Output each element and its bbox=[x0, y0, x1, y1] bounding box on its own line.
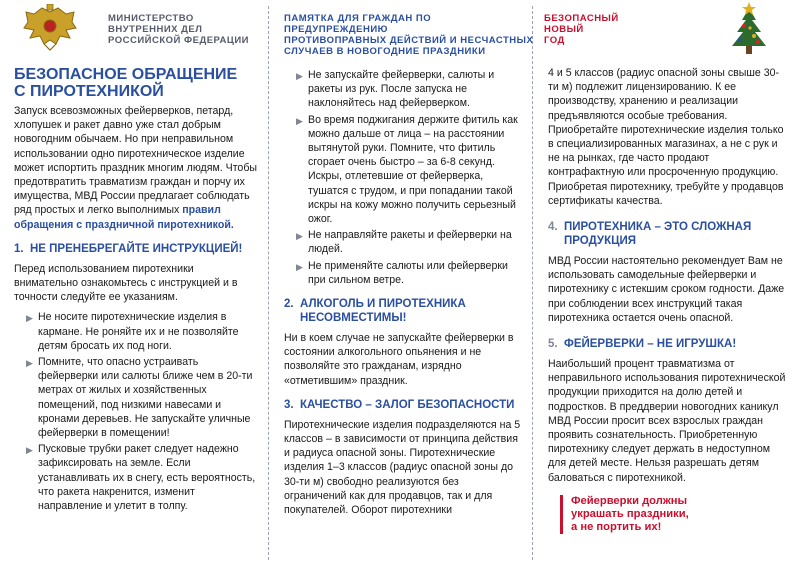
column-3 bbox=[534, 0, 800, 566]
section-4-text: МВД России настоятельно рекомендует Вам не использовать самодельные фейерверки и пиротехнику с истекшим сроком годности. Даже при соблюдении всех инструкций такая пиротехника остается очень опасной. bbox=[548, 255, 785, 324]
intro-body: Запуск всевозможных фейерверков, петард, хлопушек и ракет давно уже стал добрым новогодним обычаем. Но при неправильном использовании одно пиротехническое изделие может испортить праздник многим людям. Чтобы предотвратить травматизм граждан и порчу их имущества, МВД России предлагает соблюдать ряд простых и легко выполнимых bbox=[14, 105, 257, 217]
section-title: НЕ ПРЕНЕБРЕГАЙТЕ ИНСТРУКЦИЕЙ! bbox=[30, 242, 243, 255]
list-item bbox=[24, 355, 258, 440]
arrow-bullet-icon: ▶ bbox=[26, 445, 33, 456]
header-safe-new-year bbox=[534, 0, 800, 60]
slogan-line: Фейерверки должны bbox=[571, 494, 688, 507]
section-3-text: Пиротехнические изделия подразделяются на 5 классов – в зависимости от принципа действия и радиуса опасной зоны. Пиротехнические изделия 1–3 классов (радиус опасной зоны до 30-ти м) свободно реализуются без ограничений как для продавцов, так и для покупателей. Оборот пиротехники bbox=[284, 418, 521, 517]
column-2 bbox=[272, 0, 534, 566]
ministry-line: ВНУТРЕННИХ ДЕЛ bbox=[108, 24, 203, 35]
safe-line: НОВЫЙ bbox=[544, 24, 584, 35]
section-title: КАЧЕСТВО – ЗАЛОГ БЕЗОПАСНОСТИ bbox=[300, 398, 515, 411]
arrow-bullet-icon: ▶ bbox=[26, 358, 33, 369]
slogan-line: а не портить их! bbox=[571, 520, 662, 533]
list-item bbox=[24, 442, 258, 513]
memo-line: ПРОТИВОПРАВНЫХ ДЕЙСТВИЙ И НЕСЧАСТНЫХ bbox=[284, 35, 534, 46]
arrow-bullet-icon: ▶ bbox=[296, 115, 303, 126]
section-title: АЛКОГОЛЬ И ПИРОТЕХНИКА НЕСОВМЕСТИМЫ! bbox=[300, 298, 466, 325]
christmas-tree-icon bbox=[720, 2, 778, 62]
section-5-text: Наибольший процент травматизма от неправильного использования пиротехнической продукции приходится на долю детей и подростков. В преддверии новогодних каникул МВД России просит всех взрослых граждан проявить сознательность. Приобретенную пиротехнику следует держать в недоступном для детей месте. Нельзя разрешать детям баловаться с пиротехникой. bbox=[548, 358, 786, 484]
arrow-bullet-icon: ▶ bbox=[26, 313, 33, 324]
section-5-heading bbox=[548, 337, 786, 351]
list-item-text: Во время поджигания держите фитиль как можно дальше от лица – на расстоянии вытянутой руки. Помните, что фитиль сгорает очень быстро – за 6-8 секунд. Искры, отлетевшие от фейерверка, тушатся с трудом, и при попадании такой искры на кожу можно получить серьезный ожог. bbox=[308, 113, 518, 226]
section-4-heading bbox=[548, 220, 786, 248]
arrow-bullet-icon: ▶ bbox=[296, 71, 303, 81]
arrow-bullet-icon: ▶ bbox=[296, 261, 303, 272]
section-1-text: Перед использованием пиротехники внимательно ознакомьтесь с инструкцией и в точности следуйте ее указаниям. bbox=[14, 262, 238, 304]
memo-line: СЛУЧАЕВ В НОВОГОДНИЕ ПРАЗДНИКИ bbox=[284, 46, 486, 57]
list-item-text: Не применяйте салюты или фейерверки при сильном ветре. bbox=[308, 259, 508, 286]
header-ministry bbox=[0, 0, 272, 60]
page-title bbox=[14, 66, 258, 100]
section-3-heading bbox=[284, 398, 522, 412]
list-item bbox=[294, 68, 522, 111]
list-item-text: Не направляйте ракеты и фейерверки на людей. bbox=[308, 229, 512, 256]
slogan-line: украшать праздники, bbox=[571, 507, 689, 520]
section-number: 1. bbox=[14, 242, 24, 255]
section-2-text: Ни в коем случае не запускайте фейерверки в состоянии алкогольного опьянения и не позволяйте это гражданам, изрядно «отметившим» праздник. bbox=[284, 332, 514, 387]
safe-line: БЕЗОПАСНЫЙ bbox=[544, 13, 619, 24]
ministry-line: МИНИСТЕРСТВО bbox=[108, 13, 194, 24]
list-item bbox=[294, 228, 522, 256]
rules-emphasis: правил обращения с праздничной пиротехникой. bbox=[14, 204, 234, 231]
arrow-bullet-icon: ▶ bbox=[296, 231, 303, 242]
closing-slogan bbox=[560, 495, 786, 534]
section-number: 5. bbox=[548, 338, 558, 351]
section-3-continued-text: 4 и 5 классов (радиус опасной зоны свыше 30-ти м) подлежит лицензированию. К ее производству, хранению и реализации предъявляются особые требования. Приобретайте пиротехнические изделия только в специализированных магазинах, а не с рук и не на рынках, где часто продают контрафактную или просроченную продукцию. Приобретая пиротехнику, требуйте у продавцов сертификаты качества. bbox=[548, 67, 784, 207]
list-item bbox=[294, 113, 522, 227]
section-number: 3. bbox=[284, 398, 294, 411]
section-number: 2. bbox=[284, 298, 294, 311]
section-1-heading bbox=[14, 242, 258, 256]
title-line: С ПИРОТЕХНИКОЙ bbox=[14, 83, 164, 100]
section-number: 4. bbox=[548, 221, 558, 234]
section-title: ФЕЙЕРВЕРКИ – НЕ ИГРУШКА! bbox=[564, 338, 737, 351]
intro-text bbox=[14, 104, 258, 232]
double-headed-eagle-emblem-icon bbox=[20, 4, 80, 52]
section-2-heading bbox=[284, 297, 522, 325]
ministry-line: РОССИЙСКОЙ ФЕДЕРАЦИИ bbox=[108, 35, 250, 46]
list-item-text: Не запускайте фейерверки, салюты и ракеты из рук. После запуска не наклоняйтесь над фейерверком. bbox=[308, 69, 495, 110]
list-item-text: Не носите пиротехнические изделия в кармане. Не роняйте их и не позволяйте детям бросать их под ноги. bbox=[38, 311, 239, 352]
list-item bbox=[24, 310, 258, 353]
list-item-text: Помните, что опасно устраивать фейерверки или салюты ближе чем в 20-ти метрах от жилых и хозяйственных помещений, под низкими навесами и кронами деревьев. Не запускайте уличные фейерверки в помещении! bbox=[38, 356, 253, 440]
header-memo bbox=[272, 0, 534, 60]
list-item-text: Пусковые трубки ракет следует надежно зафиксировать на земле. Если устанавливать их в снегу, есть вероятность, что ракета накренится, изменит направление и улетит в толпу. bbox=[38, 443, 256, 513]
safe-line: ГОД bbox=[544, 35, 565, 46]
column-1 bbox=[0, 0, 272, 566]
memo-line: ПАМЯТКА ДЛЯ ГРАЖДАН ПО ПРЕДУПРЕЖДЕНИЮ bbox=[284, 13, 432, 35]
list-item bbox=[294, 259, 522, 287]
title-line: БЕЗОПАСНОЕ ОБРАЩЕНИЕ bbox=[14, 66, 238, 83]
section-title: ПИРОТЕХНИКА – ЭТО СЛОЖНАЯ ПРОДУКЦИЯ bbox=[564, 221, 752, 248]
